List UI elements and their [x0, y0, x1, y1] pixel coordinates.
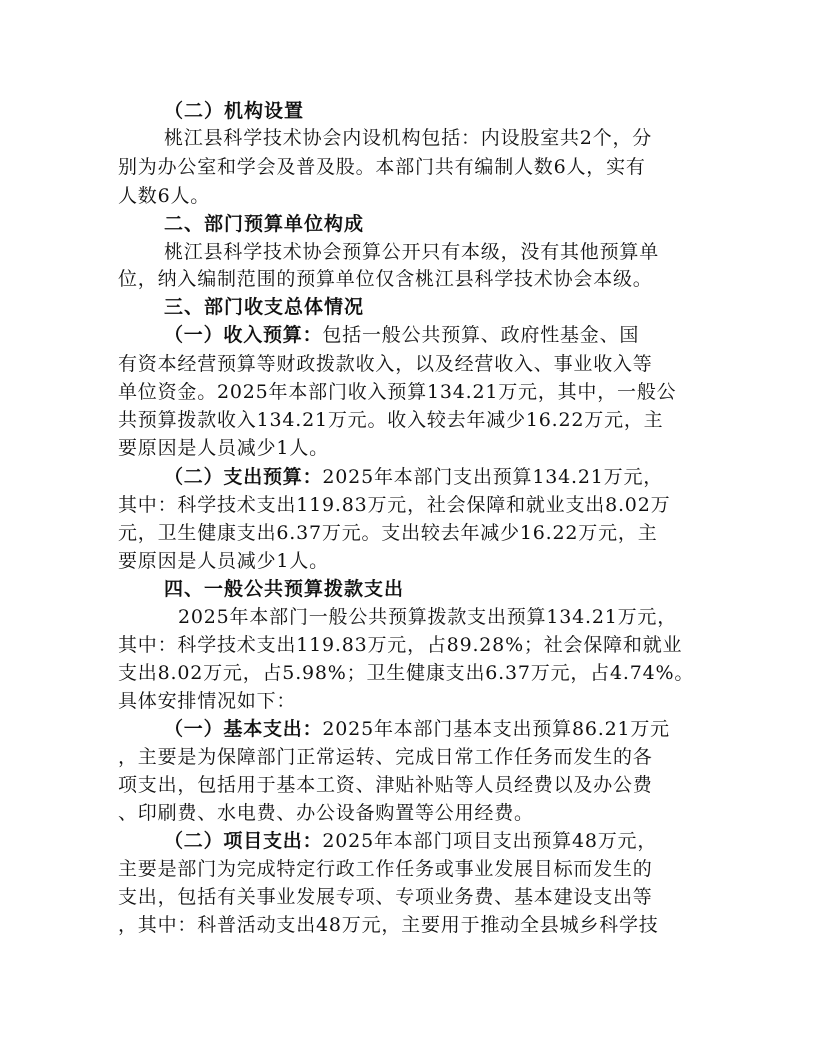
expense-budget-label: （二）支出预算： [164, 466, 323, 488]
project-expense-text: 2025年本部门项目支出预算48万元， [322, 830, 658, 852]
project-expense-line [164, 828, 657, 854]
section-heading-revenue-expenditure: 三、部门收支总体情况 [164, 296, 365, 318]
section-heading-budget-units: 二、部门预算单位构成 [164, 213, 365, 235]
paragraph-line: 具体安排情况如下： [118, 690, 297, 712]
paragraph-line: 支出，包括有关事业发展专项、专项业务费、基本建设支出等 [118, 886, 653, 908]
paragraph-line: 主要是部门为完成特定行政工作任务或事业发展目标而发生的 [118, 858, 653, 880]
paragraph-line: 支出8.02万元，占5.98%；卫生健康支出6.37万元，占4.74%。 [118, 662, 695, 684]
paragraph-line: 共预算拨款收入134.21万元。收入较去年减少16.22万元，主 [118, 409, 664, 431]
paragraph-line: 要原因是人员减少1人。 [118, 437, 329, 459]
paragraph-line: 位，纳入编制范围的预算单位仅含桃江县科学技术协会本级。 [118, 268, 653, 290]
income-budget-text: 包括一般公共预算、政府性基金、国 [322, 324, 640, 346]
paragraph-line: 其中：科学技术支出119.83万元，社会保障和就业支出8.02万 [118, 494, 671, 516]
basic-expense-line [164, 716, 670, 742]
project-expense-label: （二）项目支出： [164, 830, 323, 852]
income-budget-line [164, 322, 639, 348]
paragraph-line: ，其中：科普活动支出48万元，主要用于推动全县城乡科学技 [118, 914, 659, 936]
paragraph-line: 桃江县科学技术协会预算公开只有本级，没有其他预算单 [164, 241, 660, 263]
section-heading-org-setup: （二）机构设置 [164, 100, 305, 122]
paragraph-line: 元，卫生健康支出6.37万元。支出较去年减少16.22万元，主 [118, 522, 658, 544]
expense-budget-text: 2025年本部门支出预算134.21万元， [322, 466, 664, 488]
paragraph-line: 项支出，包括用于基本工资、津贴补贴等人员经费以及办公费 [118, 774, 653, 796]
paragraph-line: 有资本经营预算等财政拨款收入，以及经营收入、事业收入等 [118, 353, 653, 375]
paragraph-line: 人数6人。 [118, 185, 211, 207]
paragraph-line: 、印刷费、水电费、办公设备购置等公用经费。 [118, 802, 534, 824]
paragraph-line: 2025年本部门一般公共预算拨款支出预算134.21万元， [178, 606, 678, 628]
expense-budget-line [164, 464, 663, 490]
paragraph-line: 别为办公室和学会及普及股。本部门共有编制人数6人，实有 [118, 156, 646, 178]
basic-expense-label: （一）基本支出： [164, 718, 323, 740]
paragraph-line: ，主要是为保障部门正常运转、完成日常工作任务而发生的各 [118, 746, 653, 768]
basic-expense-text: 2025年本部门基本支出预算86.21万元 [322, 718, 670, 740]
paragraph-line: 桃江县科学技术协会内设机构包括：内设股室共2个，分 [164, 127, 653, 149]
income-budget-label: （一）收入预算： [164, 324, 323, 346]
paragraph-line: 要原因是人员减少1人。 [118, 550, 329, 572]
section-heading-general-budget: 四、一般公共预算拨款支出 [164, 578, 405, 600]
paragraph-line: 单位资金。2025年本部门收入预算134.21万元，其中，一般公 [118, 381, 677, 403]
paragraph-line: 其中：科学技术支出119.83万元，占89.28%；社会保障和就业 [118, 634, 683, 656]
